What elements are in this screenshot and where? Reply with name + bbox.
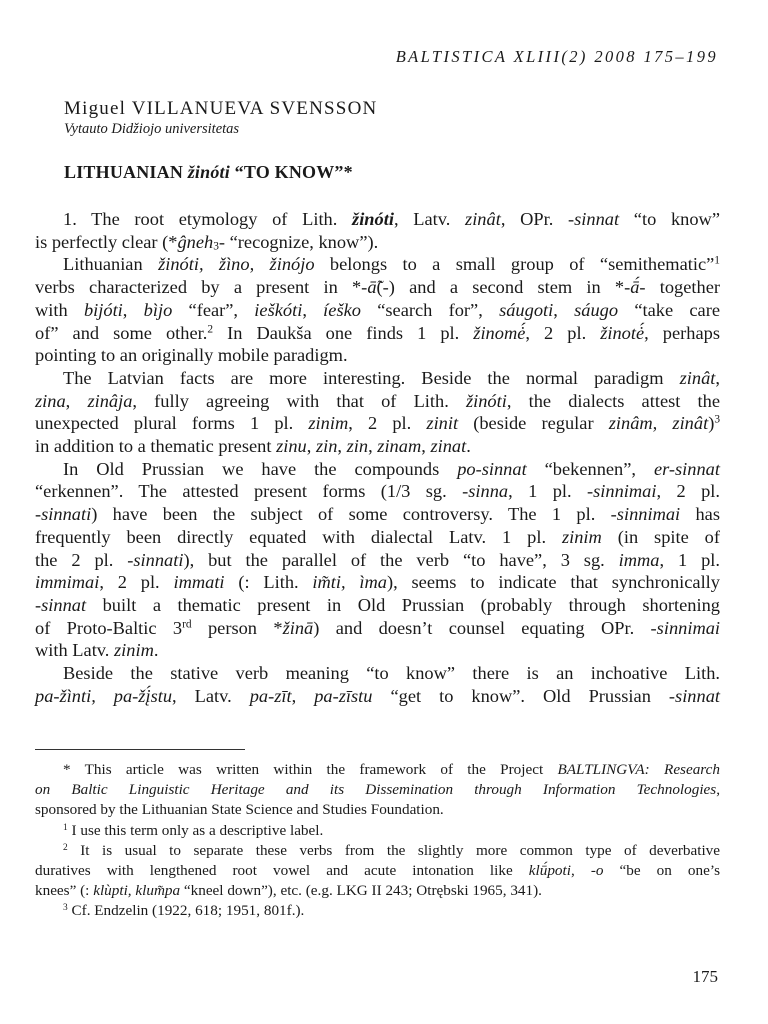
body_lines-text-run: ), seems to indicate that synchronically	[387, 572, 720, 593]
body_lines-text-run: verbs characterized by a present in *-	[35, 277, 368, 298]
body_lines-text-run: zinâja	[87, 390, 133, 411]
body_lines-text-run: žinóti, žìno, žinójo	[158, 254, 315, 275]
body_lines-text-run: is perfectly clear (*	[35, 231, 178, 252]
body_lines-text-run: , 2 pl.	[525, 322, 601, 343]
title-prefix: LITHUANIAN	[64, 162, 188, 182]
body_lines-text-run: , Latv.	[393, 209, 466, 229]
body_lines-text-run: - together	[639, 277, 720, 298]
body_lines-text-run: žinóti	[465, 390, 507, 411]
body_lines-text-run: ,	[368, 436, 378, 457]
body_lines-text-run: íeško	[323, 299, 361, 320]
footnote_lines-text-run: Cf. Endzelin (1922, 618; 1951, 801f.).	[67, 902, 305, 920]
body_lines-text-run: sinnimai	[656, 617, 721, 638]
body_lines-text-run: of Proto-Baltic 3	[35, 617, 183, 638]
footnote_lines-text-run: “be on one’s	[603, 862, 720, 880]
body_lines-text-run: zinâm, zinât	[608, 413, 709, 434]
body_lines-line	[35, 480, 720, 503]
body_lines-text-run: , the dialects attest the	[506, 390, 720, 411]
body_lines-line	[35, 276, 720, 299]
footnote-divider	[35, 749, 245, 750]
body_lines-text-run: ieškóti	[254, 299, 303, 320]
body_lines-line	[35, 435, 720, 458]
body_lines-text-run: “search for”,	[360, 299, 500, 320]
body_lines-text-run: ā̃	[367, 277, 377, 298]
footnote_lines-text-run: on Baltic Linguistic Heritage and its Dissemination through Information Technologies	[35, 781, 717, 799]
body_lines-text-run: belongs to a small group of “semithematic”	[314, 254, 715, 275]
footnote_lines-text-run: knees” (:	[35, 882, 94, 900]
body_lines-text-run: “erkennen”. The attested present forms (1/3 sg. -	[35, 481, 469, 502]
footnote_lines-text-run: o	[595, 862, 604, 880]
footnote_lines-text-run: 2	[63, 842, 68, 853]
footnote_lines-text-run: sponsored by the Lithuanian State Science and Studies Foundation.	[35, 801, 444, 819]
body_lines-text-run: “bekennen”,	[526, 458, 654, 479]
body_lines-line	[35, 299, 720, 322]
body_lines-text-run: , 2 pl.	[656, 481, 720, 502]
body_lines-text-run: zinim	[308, 413, 349, 434]
body_lines-text-run: zinam	[377, 436, 422, 457]
body_lines-text-run: in addition to a thematic present	[35, 436, 277, 457]
footnote_lines-text-run: “kneel down”), etc. (e.g. LKG II 243; Otrębski 1965, 341).	[180, 882, 542, 900]
body_lines-text-run: 3	[213, 240, 219, 253]
body_lines-text-run: sinnati	[41, 504, 92, 525]
footnote_lines-line	[35, 780, 720, 800]
body_lines-text-run: rd	[182, 618, 192, 631]
body_lines-text-run: sinnat	[41, 594, 87, 615]
body_lines-text-run: Beside the stative verb meaning “to know” there is an inchoative Lith.	[63, 663, 720, 684]
body_lines-text-run: In Old Prussian we have the compounds	[63, 458, 458, 479]
body_lines-line	[35, 458, 720, 481]
body_lines-text-run: “to know”	[619, 209, 720, 229]
body_lines-text-run: , OPr. -	[500, 209, 575, 229]
footnote_lines-line	[35, 821, 720, 841]
body_lines-text-run: sinna	[468, 481, 509, 502]
footnote_lines-text-run: * This article was written within the framework of the Project	[63, 761, 558, 778]
body_lines-line	[35, 367, 720, 390]
body_lines-text-run: )	[708, 413, 715, 434]
body_lines-text-run: -	[35, 504, 42, 525]
body_lines-text-run: has	[680, 504, 721, 525]
body_lines-text-run: sinnimai	[616, 504, 681, 525]
body_lines-text-run: ,	[337, 436, 347, 457]
body_lines-text-run: person *	[191, 617, 283, 638]
body_lines-text-run: pa-zīt	[249, 685, 292, 706]
footnote_lines-text-run: 3	[63, 903, 68, 914]
body_lines-text-run: built a thematic present in Old Prussian (probably through shortening	[86, 594, 720, 615]
body_lines-text-run: (beside regular	[458, 413, 609, 434]
body_lines-text-run: (in spite of	[601, 526, 721, 547]
footnote_lines-line	[35, 881, 720, 901]
title-suffix: “TO KNOW”*	[229, 162, 353, 182]
body_lines-text-run: zina	[35, 390, 66, 411]
body_lines-line	[35, 662, 720, 685]
body_lines-text-run: “fear”,	[172, 299, 255, 320]
body_lines-text-run: , perhaps	[644, 322, 720, 343]
body_lines-line	[35, 322, 720, 345]
body_lines-text-run: 1. The root etymology of Lith.	[63, 209, 353, 229]
footnote_lines-text-run: BALTLINGVA: Research	[557, 761, 720, 778]
body_lines-line	[35, 594, 720, 617]
footnote_lines-line	[35, 760, 720, 780]
body_lines-text-run: -	[35, 594, 42, 615]
body_lines-text-run: sinnat	[675, 685, 720, 706]
footnote_lines-text-run: duratives with lengthened root vowel and acute intonation like	[35, 862, 529, 880]
body_lines-line	[35, 617, 720, 640]
body_lines-text-run: pointing to an originally mobile paradigm.	[35, 345, 348, 366]
author-name: Miguel VILLANUEVA SVENSSON	[64, 98, 378, 119]
body_lines-text-run: žinóti	[352, 209, 394, 229]
body_lines-text-run: sáugoti	[499, 299, 554, 320]
body_lines-text-run: frequently been directly equated with dialectal Latv. 1 pl.	[35, 526, 562, 547]
body_lines-text-run: the 2 pl. -	[35, 549, 134, 570]
body_lines-text-run: , 1 pl.	[659, 549, 720, 570]
body_lines-text-run: sinnati	[133, 549, 184, 570]
body_lines-line	[35, 231, 720, 254]
body_lines-text-run: sáugo	[574, 299, 619, 320]
footnote_lines-text-run: It is usual to separate these verbs from the slightly more common type of deverbative	[67, 841, 720, 859]
body_lines-text-run: 1	[714, 255, 720, 268]
body_lines-text-run: ,	[306, 436, 316, 457]
footnote_lines-text-run: ,	[716, 781, 720, 799]
body_lines-text-run: “take care	[618, 299, 720, 320]
body_lines-text-run: bìjo	[143, 299, 173, 320]
body_lines-text-run: unexpected plural forms 1 pl.	[35, 413, 309, 434]
body_lines-text-run: , 2 pl.	[348, 413, 427, 434]
body_lines-text-run: 2	[207, 323, 214, 336]
footnote_lines-text-run: , -	[570, 862, 596, 880]
body_lines-text-run: -	[218, 231, 226, 252]
body_lines-line	[35, 639, 720, 662]
footnote_lines-text-run: klùpti, klum̃pa	[93, 882, 181, 900]
footnote_lines-text-run: I use this term only as a descriptive label.	[67, 821, 324, 839]
body_lines-text-run: ,	[291, 685, 315, 706]
footnote_lines-line	[35, 800, 720, 820]
body_lines-text-run: žinā	[282, 617, 314, 638]
body_lines-line	[35, 526, 720, 549]
body_lines-text-run: zinu	[276, 436, 307, 457]
body_lines-text-run: (: Lith.	[224, 572, 313, 593]
body_lines-text-run: ,	[65, 390, 88, 411]
body_lines-text-run: zinat	[430, 436, 467, 457]
body_lines-line	[35, 549, 720, 572]
body_lines-line	[35, 412, 720, 435]
body_lines-text-run: immimai	[35, 572, 100, 593]
body_lines-text-run: sinnimai	[593, 481, 657, 502]
title-word: žinóti	[187, 162, 230, 182]
body_lines-text-run: “recognize, know”).	[225, 231, 379, 252]
body-text	[35, 208, 720, 707]
author-block	[64, 98, 377, 138]
body_lines-line	[35, 685, 720, 708]
body_lines-text-run: ) have been the subject of some controversy. The 1 pl. -	[91, 504, 617, 525]
body_lines-text-run: sinnat	[574, 209, 620, 229]
body_lines-line	[35, 208, 720, 231]
body_lines-text-run: .	[153, 640, 159, 661]
body_lines-line	[35, 503, 720, 526]
body_lines-text-run: žinomė́	[473, 322, 526, 343]
article-title	[64, 162, 353, 183]
footnotes	[35, 760, 720, 922]
footnote_lines-line	[35, 841, 720, 861]
body_lines-text-run: zin	[346, 436, 369, 457]
body_lines-text-run: zinim	[561, 526, 602, 547]
body_lines-text-run: imma	[618, 549, 660, 570]
body_lines-line	[35, 344, 720, 367]
body_lines-text-run: of” and some other.	[35, 322, 208, 343]
author-affiliation: Vytauto Didžiojo universitetas	[64, 121, 240, 137]
body_lines-line	[35, 390, 720, 413]
body_lines-text-run: zin	[315, 436, 338, 457]
running-head: BALTISTICA XLIII(2) 2008 175–199	[395, 47, 718, 66]
page-number: 175	[692, 967, 718, 986]
body_lines-text-run: In Daukša one finds 1 pl.	[213, 322, 474, 343]
body_lines-text-run: The Latvian facts are more interesting. Beside the normal paradigm	[63, 367, 680, 388]
body_lines-text-run: po-sinnat	[457, 458, 527, 479]
body_lines-text-run: ), but the parallel of the verb “to have”, 3 sg.	[183, 549, 619, 570]
body_lines-text-run: zinât	[465, 209, 501, 229]
body_lines-text-run: zinit	[426, 413, 459, 434]
body_lines-text-run: pa-zīstu	[314, 685, 373, 706]
body_lines-text-run: ,	[302, 299, 324, 320]
footnote_lines-text-run: 1	[63, 822, 68, 833]
body_lines-text-run: Lithuanian	[63, 254, 159, 275]
body_lines-text-run: , 2 pl.	[99, 572, 174, 593]
footnote_lines-line	[35, 901, 720, 921]
body_lines-text-run: žinotė́	[600, 322, 645, 343]
body_lines-text-run: , Latv.	[172, 685, 250, 706]
body_lines-text-run: ) and doesn’t counsel equating OPr. -	[313, 617, 657, 638]
body_lines-text-run: ,	[421, 436, 431, 457]
body_lines-text-run: , 1 pl. -	[508, 481, 594, 502]
body_lines-text-run: er-sinnat	[653, 458, 720, 479]
body_lines-text-run: zinât	[679, 367, 716, 388]
body_lines-line	[35, 571, 720, 594]
body_lines-text-run: with Latv.	[35, 640, 114, 661]
body_lines-text-run: pa-žìnti, pa-žį́stu	[35, 685, 173, 706]
body_lines-text-run: ,	[122, 299, 144, 320]
body_lines-line	[35, 253, 720, 276]
body_lines-text-run: 3	[714, 414, 721, 427]
body_lines-text-run: , fully agreeing with that of Lith.	[132, 390, 466, 411]
footnote_lines-line	[35, 861, 720, 881]
body_lines-text-run: bijóti	[83, 299, 123, 320]
body_lines-text-run: (-) and a second stem in *-	[376, 277, 631, 298]
body_lines-text-run: ,	[715, 367, 720, 388]
body_lines-text-run: with	[35, 299, 84, 320]
body_lines-text-run: ĝneh	[177, 231, 214, 252]
body_lines-text-run: immati	[173, 572, 225, 593]
body_lines-text-run: “get to know”. Old Prussian -	[372, 685, 676, 706]
body_lines-text-run: im̃ti, ìma	[312, 572, 387, 593]
body_lines-text-run: ā́	[630, 277, 640, 298]
body_lines-text-run: .	[466, 436, 471, 457]
body_lines-text-run: zinim	[114, 640, 154, 661]
footnote_lines-text-run: klū́poti	[528, 862, 571, 880]
body_lines-text-run: ,	[553, 299, 575, 320]
